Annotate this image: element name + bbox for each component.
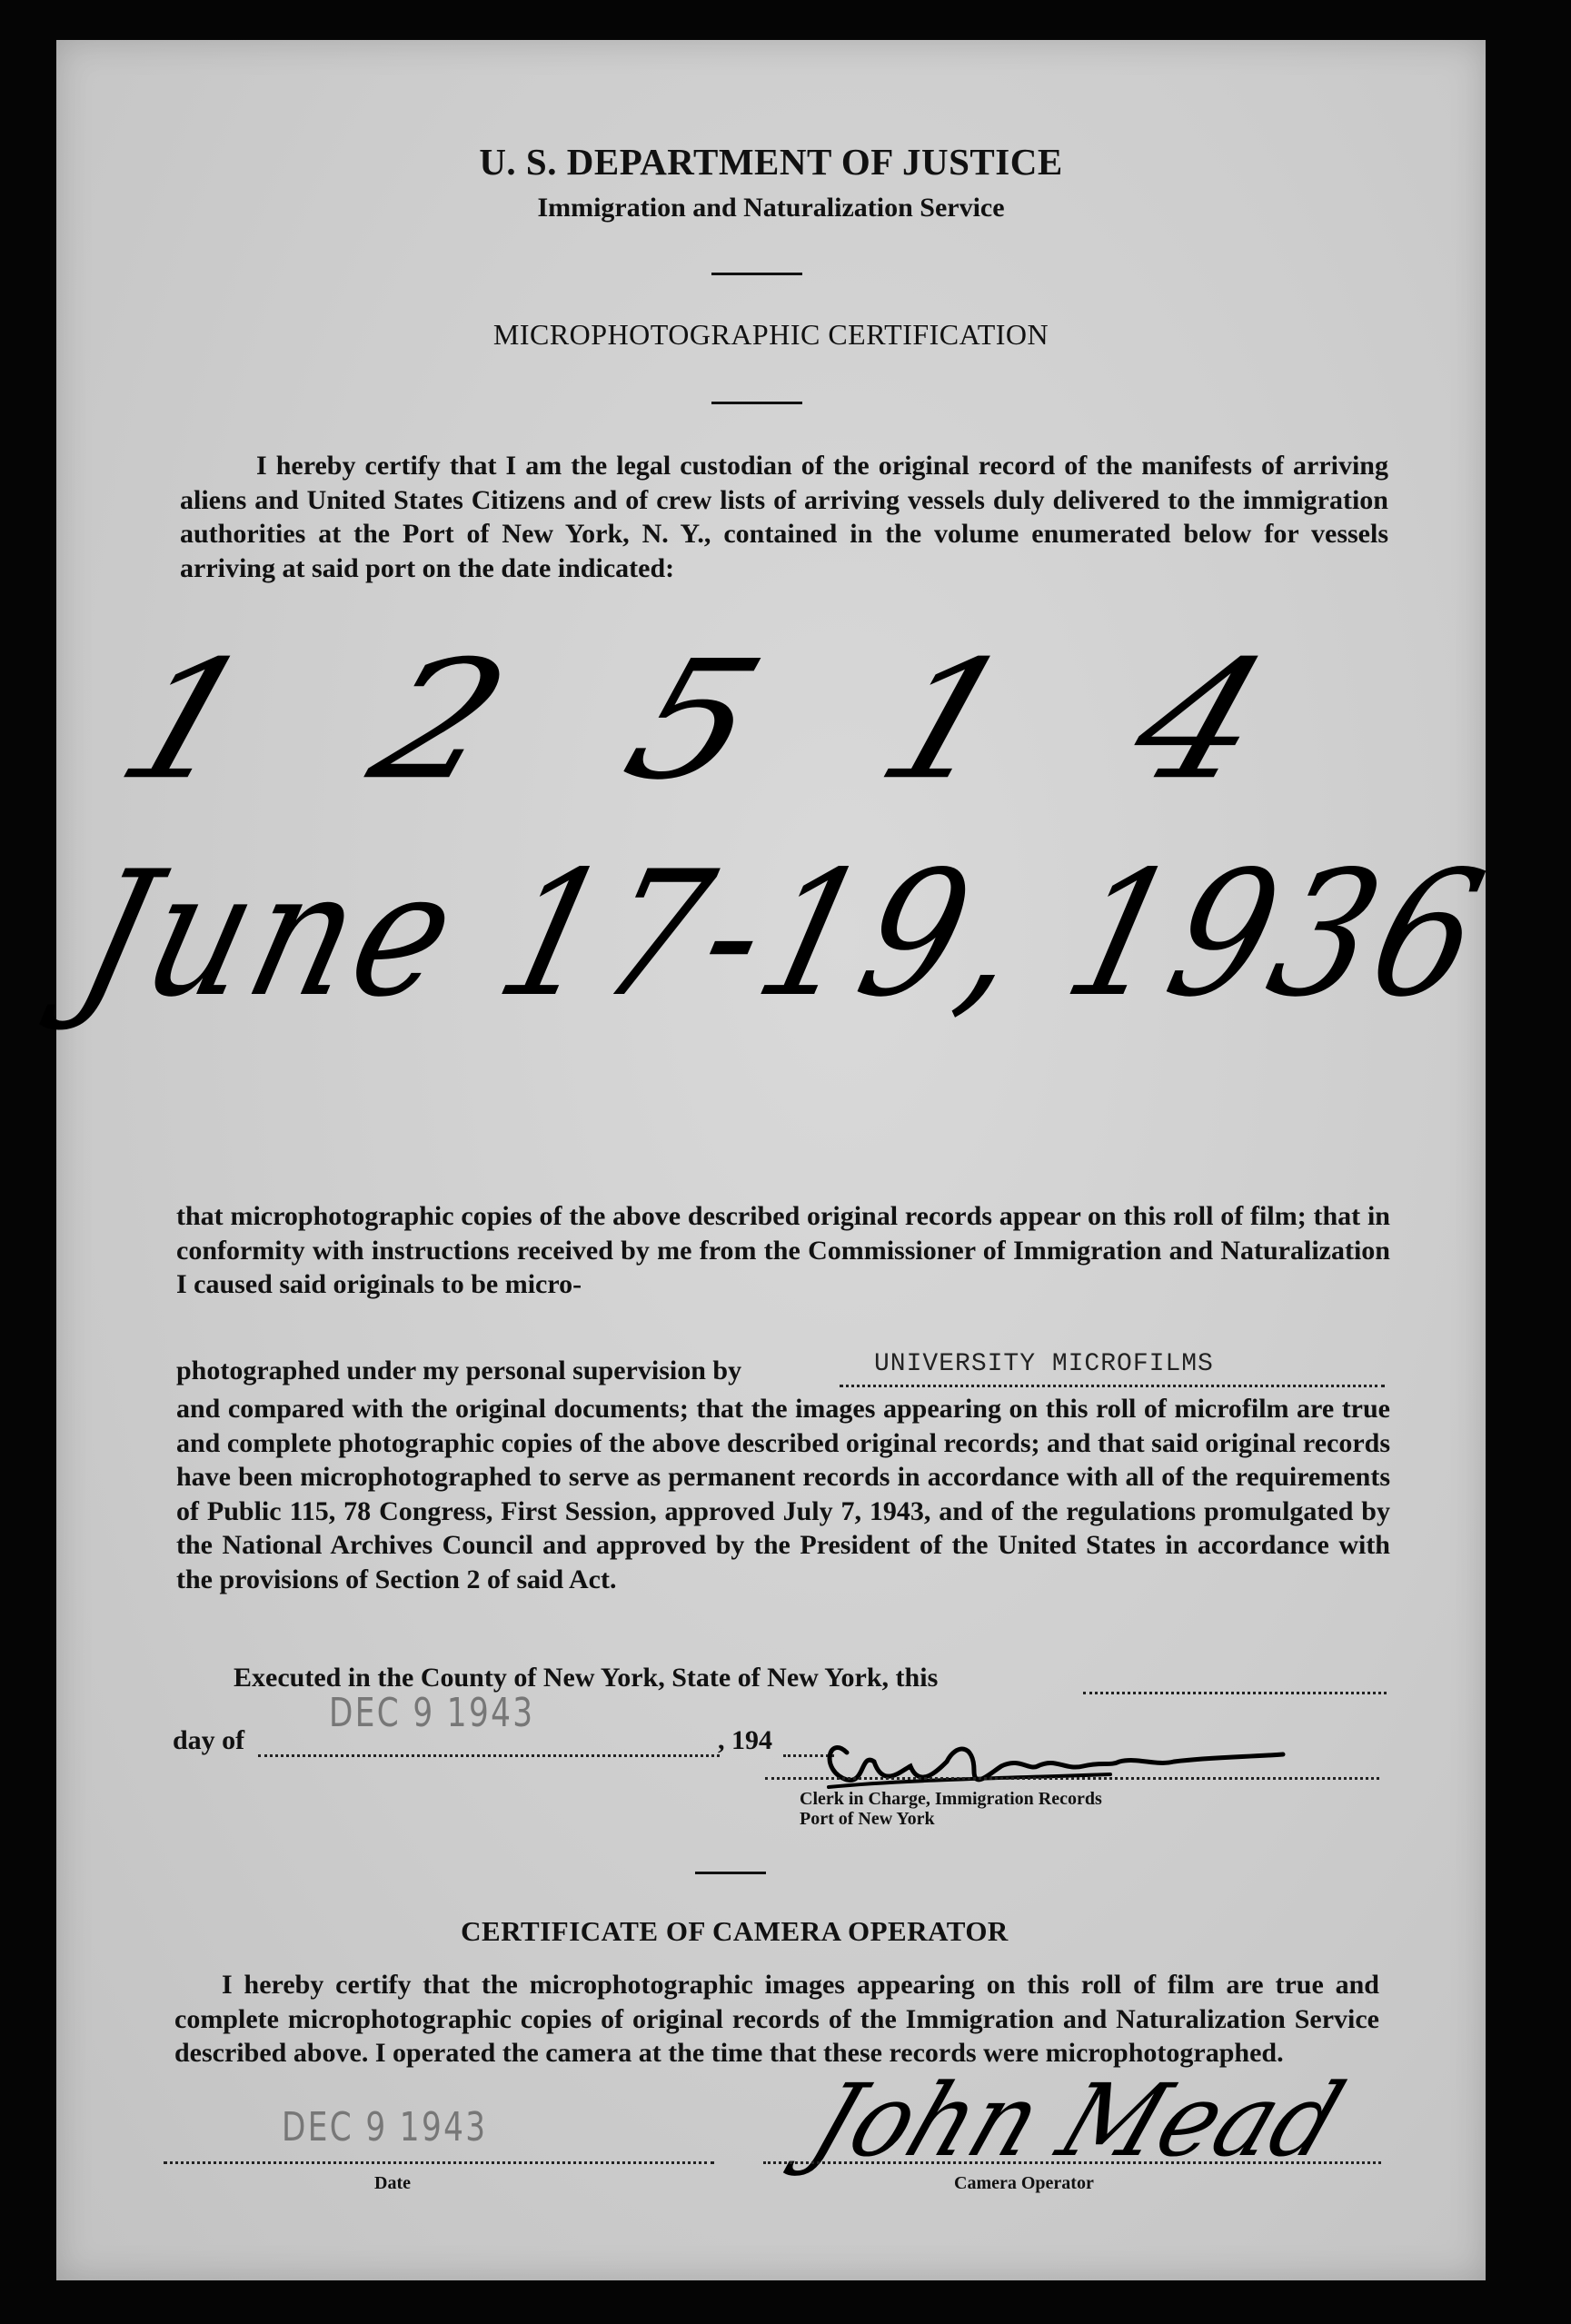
intro-paragraph <box>180 449 1388 585</box>
supervision-prefix: photographed under my personal supervision by <box>176 1356 742 1385</box>
intro-text: I hereby certify that I am the legal custodian of the original record of the manifests of arriving aliens and United States Citizens and of crew lists of arriving vessels duly delivered to the immigration authorities at the Port of New York, N. Y., contained in the volume enumerated below for vessels arriving at said port on the date indicated: <box>180 451 1388 583</box>
day-of-dotted-line <box>258 1754 720 1757</box>
photographer-dotted-line <box>840 1385 1385 1387</box>
clerk-title-2: Port of New York <box>800 1809 935 1829</box>
camera-certificate-title: CERTIFICATE OF CAMERA OPERATOR <box>461 1915 1009 1947</box>
day-of-stamp-date: DEC 9 1943 <box>329 1690 535 1736</box>
body-text-1: that microphotographic copies of the above described original records appear on this roll of film; that in conformity with instructions received by me from the Commissioner of Immigration and Naturalization I caused said originals to be micro- <box>176 1201 1390 1299</box>
clerk-title-1: Clerk in Charge, Immigration Records <box>800 1789 1102 1809</box>
supervision-line <box>176 1356 741 1386</box>
body-rest-paragraph <box>176 1392 1390 1596</box>
volume-number-handwritten: 1 2 5 1 4 <box>98 625 1329 817</box>
certification-title: MICROPHOTOGRAPHIC CERTIFICATION <box>492 318 1049 351</box>
body-line-1 <box>176 1199 1390 1302</box>
service-subheading: Immigration and Naturalization Service <box>537 193 1005 223</box>
clerk-signature-line <box>765 1777 1379 1780</box>
camera-certificate-paragraph <box>174 1968 1379 2071</box>
date-dotted-line <box>164 2161 714 2164</box>
body-text-rest: and compared with the original documents; that the images appearing on this roll of microfilm are true and complete photographic copies of the above described original records; and that said original records have been microphotographed to serve as permanent records in accordance with all of the requirements of Public 115, 78 Congress, First Session, approved July 7, 1943, and of the regulations promulgated by the National Archives Council and approved by the President of the United States in accordance with the provisions of Section 2 of said Act. <box>176 1394 1390 1594</box>
certificate-page <box>56 40 1506 2280</box>
executed-text: Executed in the County of New York, State of New York, this <box>234 1663 939 1693</box>
divider <box>695 1872 766 1874</box>
camera-stamp-date: DEC 9 1943 <box>282 2104 488 2150</box>
date-label: Date <box>374 2173 411 2193</box>
operator-label: Camera Operator <box>954 2173 1094 2193</box>
divider <box>711 402 802 404</box>
executed-dotted-line <box>1083 1692 1387 1694</box>
divider <box>711 273 802 275</box>
photographer-typed: UNIVERSITY MICROFILMS <box>874 1350 1214 1378</box>
date-range-handwritten: June 17-19, 1936 <box>62 834 1506 1035</box>
department-heading: U. S. DEPARTMENT OF JUSTICE <box>479 141 1063 183</box>
year-label: , 194 <box>718 1725 772 1755</box>
operator-dotted-line <box>763 2161 1381 2164</box>
camera-certificate-text: I hereby certify that the microphotographic images appearing on this roll of film are true and complete microphotographic copies of original records of the Immigration and Naturalization Service described above. I operated the camera at the time that these records were microphotographed. <box>174 1970 1379 2068</box>
day-of-label: day of <box>173 1725 245 1755</box>
camera-operator-signature: John Mead <box>796 2062 1358 2179</box>
executed-line <box>234 1663 938 1693</box>
